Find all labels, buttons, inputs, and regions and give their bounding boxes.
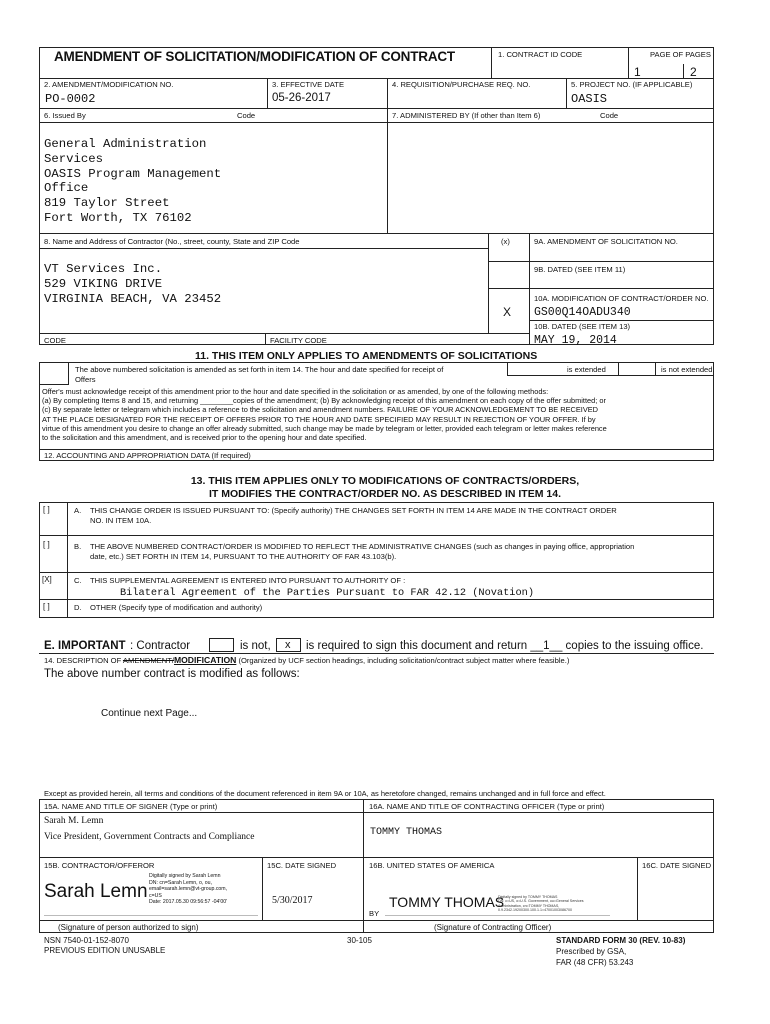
signature-meta-line: DN: cn=Sarah Lemn, o, ou, bbox=[149, 879, 213, 886]
administered-code-label: Code bbox=[600, 111, 619, 120]
signer-name: Sarah M. Lemn bbox=[44, 816, 104, 826]
signature-meta-line: 0.9.2342.19200300.100.1.1=47001003086700 bbox=[498, 908, 573, 913]
instruction-line: (c) By separate letter or telegram which includes a reference to the solicitation and amendment numbers. FAILURE OF YOUR ACKNOWLEDGEMENT TO BE RECEIVED bbox=[42, 405, 599, 415]
item-13b-text: THE ABOVE NUMBERED CONTRACT/ORDER IS MODIFIED TO REFLECT THE ADMINISTRATIVE CHANGES (such as changes in paying office, appropriation bbox=[90, 542, 635, 551]
nsn-number: NSN 7540-01-152-8070 bbox=[44, 936, 129, 945]
instruction-line: AT THE PLACE DESIGNATED FOR THE RECEIPT OF OFFERS PRIOR TO THE HOUR AND DATE SPECIFIED MAY RESULT IN REJECTION OF YOUR OFFER. If by bbox=[42, 414, 596, 424]
page-number: 1 bbox=[634, 65, 641, 79]
item-13a-text: THIS CHANGE ORDER IS ISSUED PURSUANT TO: (Specify authority) THE CHANGES SET FORTH IN ITEM 14 ARE MADE IN THE CONTRACT ORDER bbox=[90, 506, 617, 515]
by-label: BY bbox=[369, 909, 380, 918]
standard-form-label: STANDARD FORM 30 (REV. 10-83) bbox=[556, 936, 686, 945]
item-13c-authority: Bilateral Agreement of the Parties Pursuant to FAR 42.12 (Novation) bbox=[120, 587, 535, 599]
item-e-label: E. IMPORTANT bbox=[44, 640, 126, 652]
issuer-line: OASIS Program Management bbox=[44, 166, 222, 181]
item-13-heading bbox=[0, 475, 770, 501]
amendment-no-label: 2. AMENDMENT/MODIFICATION NO. bbox=[44, 80, 174, 89]
contractor-line: VT Services Inc. bbox=[44, 262, 163, 276]
item-13d-letter: D. bbox=[74, 603, 82, 612]
requisition-label: 4. REQUISITION/PURCHASE REQ. NO. bbox=[392, 80, 531, 89]
item-11-line1: The above numbered solicitation is amended as set forth in item 14. The hour and date specified for receipt of bbox=[75, 365, 444, 374]
facility-code-label: FACILITY CODE bbox=[270, 336, 327, 345]
page-total: 2 bbox=[690, 65, 697, 79]
contractor-signature: Sarah Lemn bbox=[44, 881, 148, 902]
instruction-line: (a) By completing Items 8 and 15, and returning ________copies of the amendment; (b) By acknowledging receipt of this amendment on each copy of the offer submitted; or bbox=[42, 396, 606, 406]
item-13-heading-line: IT MODIFIES THE CONTRACT/ORDER NO. AS DESCRIBED IN ITEM 14. bbox=[209, 488, 561, 500]
item-13a-letter: A. bbox=[74, 506, 82, 515]
item-14-line1: The above number contract is modified as follows: bbox=[44, 668, 300, 680]
issued-by-label: 6. Issued By bbox=[44, 111, 86, 120]
item-9b-label: 9B. DATED (SEE ITEM 11) bbox=[534, 265, 626, 274]
contractor-label: 8. Name and Address of Contractor (No., street, county, State and ZIP Code bbox=[44, 237, 300, 246]
item-14-label bbox=[44, 656, 569, 665]
item-12-label: 12. ACCOUNTING AND APPROPRIATION DATA (If required) bbox=[44, 451, 251, 460]
item-13c-text: THIS SUPPLEMENTAL AGREEMENT IS ENTERED INTO PURSUANT TO AUTHORITY OF : bbox=[90, 576, 406, 585]
signature-meta-line: DN: c=US, o=U.S. Government, ou=General Services bbox=[498, 899, 584, 904]
far-reference: FAR (48 CFR) 53.243 bbox=[556, 958, 634, 967]
amendment-no-value: PO-0002 bbox=[45, 92, 96, 106]
item-10a-label: 10A. MODIFICATION OF CONTRACT/ORDER NO. bbox=[534, 294, 709, 303]
signature-meta-line: Digitally signed by TOMMY THOMAS bbox=[498, 895, 558, 899]
item-11-instructions bbox=[42, 387, 607, 442]
issuer-line: Office bbox=[44, 181, 89, 196]
administered-by-label: 7. ADMINISTERED BY (If other than Item 6) bbox=[392, 111, 541, 120]
officer-signature: TOMMY THOMAS bbox=[389, 894, 505, 910]
signer-title: Vice President, Government Contracts and Compliance bbox=[44, 832, 255, 842]
item-13-heading-line: 13. THIS ITEM APPLIES ONLY TO MODIFICATIONS OF CONTRACTS/ORDERS, bbox=[190, 475, 580, 487]
item-15b-label: 15B. CONTRACTOR/OFFEROR bbox=[44, 861, 155, 870]
project-no-value: OASIS bbox=[571, 92, 608, 106]
item-13d-text: OTHER (Specify type of modification and authority) bbox=[90, 603, 263, 612]
issuer-line: Fort Worth, TX 76102 bbox=[44, 210, 192, 225]
signature-meta-line: Administration, cn=TOMMY THOMAS, bbox=[498, 903, 560, 908]
item-11-checkbox[interactable] bbox=[39, 362, 69, 385]
item-15c-label: 15C. DATE SIGNED bbox=[267, 861, 337, 870]
effective-date-label: 3. EFFECTIVE DATE bbox=[272, 80, 345, 89]
officer-caption: (Signature of Contracting Officer) bbox=[434, 923, 552, 932]
item-14-label-prefix: 14. DESCRIPTION OF bbox=[44, 656, 123, 665]
item-10b-value: MAY 19, 2014 bbox=[534, 334, 617, 347]
item-13b-checkbox[interactable]: [ ] bbox=[43, 540, 50, 549]
signature-meta-line: Digitally signed by Sarah Lemn bbox=[149, 873, 221, 879]
item-16b-label: 16B. UNITED STATES OF AMERICA bbox=[369, 861, 495, 870]
contract-id-label: 1. CONTRACT ID CODE bbox=[498, 50, 583, 59]
previous-edition: PREVIOUS EDITION UNUSABLE bbox=[44, 946, 166, 955]
item-11-heading: 11. THIS ITEM ONLY APPLIES TO AMENDMENTS OF SOLICITATIONS bbox=[195, 350, 538, 362]
item-10a-mark: X bbox=[503, 305, 512, 319]
issuer-line: General Administration bbox=[44, 137, 207, 151]
item-10b-label: 10B. DATED (SEE ITEM 13) bbox=[534, 322, 631, 331]
item-11-offers: Offers bbox=[75, 375, 96, 384]
item-13c-letter: C. bbox=[74, 576, 82, 585]
item-14-label-modification: MODIFICATION bbox=[173, 655, 237, 665]
date-15c-value: 5/30/2017 bbox=[272, 895, 313, 906]
item-16a-label: 16A. NAME AND TITLE OF CONTRACTING OFFICER (Type or print) bbox=[369, 802, 605, 811]
item-13a-text2: NO. IN ITEM 10A. bbox=[90, 516, 152, 525]
issuer-line: 819 Taylor Street bbox=[44, 196, 170, 211]
instruction-line: virtue of this amendment you desire to change an offer already submitted, such change may be made by telegram or letter, provided each telegram or letter makes reference bbox=[42, 423, 607, 433]
contractor-address bbox=[44, 262, 221, 307]
item-e-is-box[interactable] bbox=[209, 638, 234, 652]
item-14-label-struck: AMENDMENT/ bbox=[122, 656, 174, 665]
officer-signature-meta bbox=[498, 895, 584, 913]
item-13b-letter: B. bbox=[74, 542, 82, 551]
instruction-line: to the solicitation and this amendment, and is received prior to the opening hour and date specified. bbox=[42, 433, 367, 443]
item-e-x-mark: x bbox=[285, 639, 291, 651]
form-title: AMENDMENT OF SOLICITATION/MODIFICATION OF CONTRACT bbox=[54, 49, 455, 64]
form-code: 30-105 bbox=[347, 936, 372, 945]
item-16c-label: 16C. DATE SIGNED bbox=[642, 861, 712, 870]
item-15a-label: 15A. NAME AND TITLE OF SIGNER (Type or print) bbox=[44, 802, 218, 811]
signature-meta-line: email=sarah.lemn@vt-group.com, bbox=[149, 886, 228, 893]
item-13b-text2: date, etc.) SET FORTH IN ITEM 14, PURSUANT TO THE AUTHORITY OF FAR 43.103(b). bbox=[90, 552, 397, 561]
is-extended-label: is extended bbox=[567, 365, 606, 374]
signature-meta-line: Date: 2017.05.30 09:56:57 -04'00' bbox=[149, 899, 228, 906]
signature-meta-line: c=US bbox=[149, 892, 162, 899]
page-of-pages-label: PAGE OF PAGES bbox=[650, 50, 711, 59]
prescribed-by: Prescribed by GSA, bbox=[556, 947, 627, 956]
contractor-signature-meta bbox=[149, 873, 227, 906]
x-column-label: (x) bbox=[501, 237, 510, 246]
item-e-is-not: is not, bbox=[240, 640, 271, 652]
item-10a-value: GS00Q14OADU340 bbox=[534, 306, 631, 319]
item-13d-checkbox[interactable]: [ ] bbox=[43, 602, 50, 611]
item-e-rest: is required to sign this document and return __1__ copies to the issuing office. bbox=[306, 640, 704, 652]
issued-code-label: Code bbox=[237, 111, 256, 120]
issuer-address bbox=[44, 137, 221, 226]
contractor-line: 529 VIKING DRIVE bbox=[44, 277, 163, 291]
effective-date-value: 05-26-2017 bbox=[272, 92, 331, 104]
item-13c-checkbox[interactable]: [X] bbox=[42, 575, 52, 584]
item-9a-label: 9A. AMENDMENT OF SOLICITATION NO. bbox=[534, 237, 678, 246]
item-14-label-rest: (Organized by UCF section headings, including solicitation/contract subject matter where feasible.) bbox=[236, 656, 570, 665]
instruction-line: Offer's must acknowledge receipt of this amendment prior to the hour and date specified in the solicitation or as amended, by one of the following methods: bbox=[42, 387, 549, 396]
continue-next-page: Continue next Page... bbox=[101, 708, 198, 719]
project-no-label: 5. PROJECT NO. (IF APPLICABLE) bbox=[571, 80, 693, 89]
issuer-line: Services bbox=[44, 151, 104, 166]
item-e-contractor: : Contractor bbox=[130, 640, 191, 652]
officer-name: TOMMY THOMAS bbox=[370, 827, 443, 838]
signer-caption: (Signature of person authorized to sign) bbox=[58, 923, 199, 932]
except-clause: Except as provided herein, all terms and conditions of the document referenced in item 9A or 10A, as heretofore changed, remains unchanged and in full force and effect. bbox=[44, 789, 606, 798]
code-label: CODE bbox=[44, 336, 66, 345]
contractor-line: VIRGINIA BEACH, VA 23452 bbox=[44, 292, 222, 306]
is-not-extended-label: is not extended. bbox=[661, 365, 715, 374]
item-13a-checkbox[interactable]: [ ] bbox=[43, 505, 50, 514]
